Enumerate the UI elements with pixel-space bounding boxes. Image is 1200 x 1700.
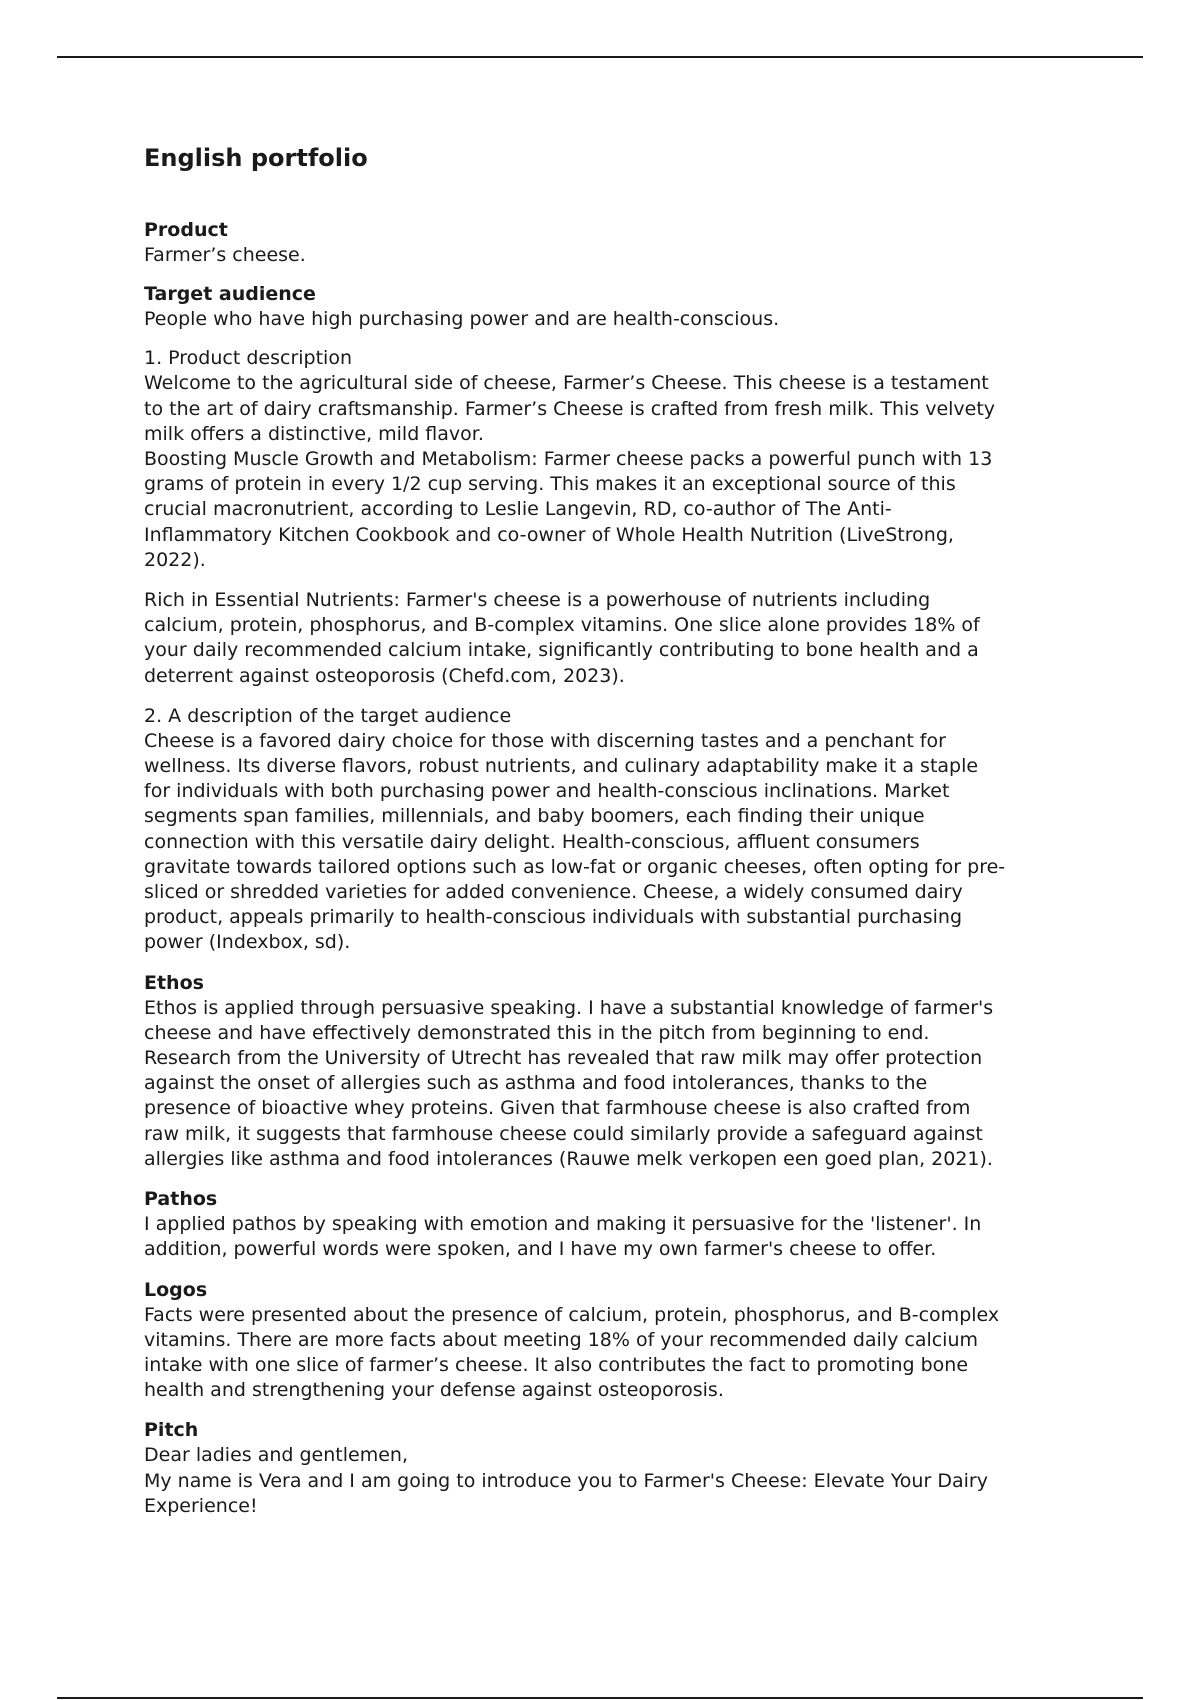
pathos-text: I applied pathos by speaking with emotion and making it persuasive for the 'listener'. In addition, powerful words were spoken, and I have my own farmer's cheese to offer. <box>144 1213 982 1261</box>
logos-text: Facts were presented about the presence of calcium, protein, phosphorus, and B-complex vitamins. There are more facts about meeting 18% of your recommended daily calcium intake with one slice of farmer’s cheese. It also contributes the fact to promoting bone health and strengthening your defense against osteoporosis. <box>144 1303 1000 1402</box>
audience-description-heading: 2. A description of the target audience <box>144 704 512 727</box>
ethos-section <box>144 971 1064 1172</box>
document-body <box>144 142 1064 1534</box>
product-heading: Product <box>144 219 228 241</box>
product-description-paragraph-2: Rich in Essential Nutrients: Farmer's cheese is a powerhouse of nutrients including calcium, protein, phosphorus, and B-complex vitamins. One slice alone provides 18% of your daily recommended calcium intake, significantly contributing to bone health and a deterrent against osteoporosis (Chefd.com, 2023). <box>144 589 980 687</box>
pitch-section <box>144 1418 1064 1519</box>
audience-description-text: Cheese is a favored dairy choice for those with discerning tastes and a penchant for wellness. Its diverse flavors, robust nutrients, and culinary adaptability make it a staple for individuals with both purchasing power and health-conscious inclinations. Market segments span families, millennials, and baby boomers, each finding their unique connection with this versatile dairy delight. Health-conscious, affluent consumers gravitate towards tailored options such as low-fat or organic cheeses, often opting for pre- sliced or shredded varieties for added convenience. Cheese, a widely consumed dairy product, appeals primarily to health-conscious individuals with substantial purchasing power (Indexbox, sd). <box>144 729 1006 954</box>
product-description-heading: 1. Product description <box>144 347 352 370</box>
pathos-heading: Pathos <box>144 1188 218 1211</box>
pathos-section <box>144 1187 1064 1262</box>
target-audience-section <box>144 282 1064 332</box>
product-section <box>144 218 1064 268</box>
logos-heading: Logos <box>144 1278 208 1301</box>
audience-description-section <box>144 704 1064 956</box>
ethos-heading: Ethos <box>144 971 204 994</box>
product-description-section <box>144 346 1064 688</box>
top-rule <box>57 56 1143 58</box>
target-audience-text: People who have high purchasing power and are health-conscious. <box>144 308 780 331</box>
page-title: English portfolio <box>144 144 368 172</box>
product-description-paragraph-1: Welcome to the agricultural side of cheese, Farmer’s Cheese. This cheese is a testament to the art of dairy craftsmanship. Farmer’s Cheese is crafted from fresh milk. This velvety milk offers a distinctive, mild flavor. Boosting Muscle Growth and Metabolism: Farmer cheese packs a powerful punch with 13 grams of protein in every 1/2 cup serving. This makes it an exceptional source of this crucial macronutrient, according to Leslie Langevin, RD, co-author of The Anti- Inflammatory Kitchen Cookbook and co-owner of Whole Health Nutrition (LiveStrong, 2022). <box>144 372 996 571</box>
logos-section <box>144 1278 1064 1404</box>
pitch-heading: Pitch <box>144 1419 199 1442</box>
target-audience-heading: Target audience <box>144 283 316 306</box>
ethos-text: Ethos is applied through persuasive speaking. I have a substantial knowledge of farmer's cheese and have effectively demonstrated this in the pitch from beginning to end. Research from the University of Utrecht has revealed that raw milk may offer protection against the onset of allergies such as asthma and food intolerances, thanks to the presence of bioactive whey proteins. Given that farmhouse cheese is also crafted from raw milk, it suggests that farmhouse cheese could similarly provide a safeguard against allergies like asthma and food intolerances (Rauwe melk verkopen een goed plan, 2021). <box>144 996 994 1170</box>
bottom-rule <box>57 1697 1143 1699</box>
product-text: Farmer’s cheese. <box>144 244 306 266</box>
pitch-text: Dear ladies and gentlemen, My name is Vera and I am going to introduce you to Farmer's Cheese: Elevate Your Dairy Experience! <box>144 1444 988 1517</box>
